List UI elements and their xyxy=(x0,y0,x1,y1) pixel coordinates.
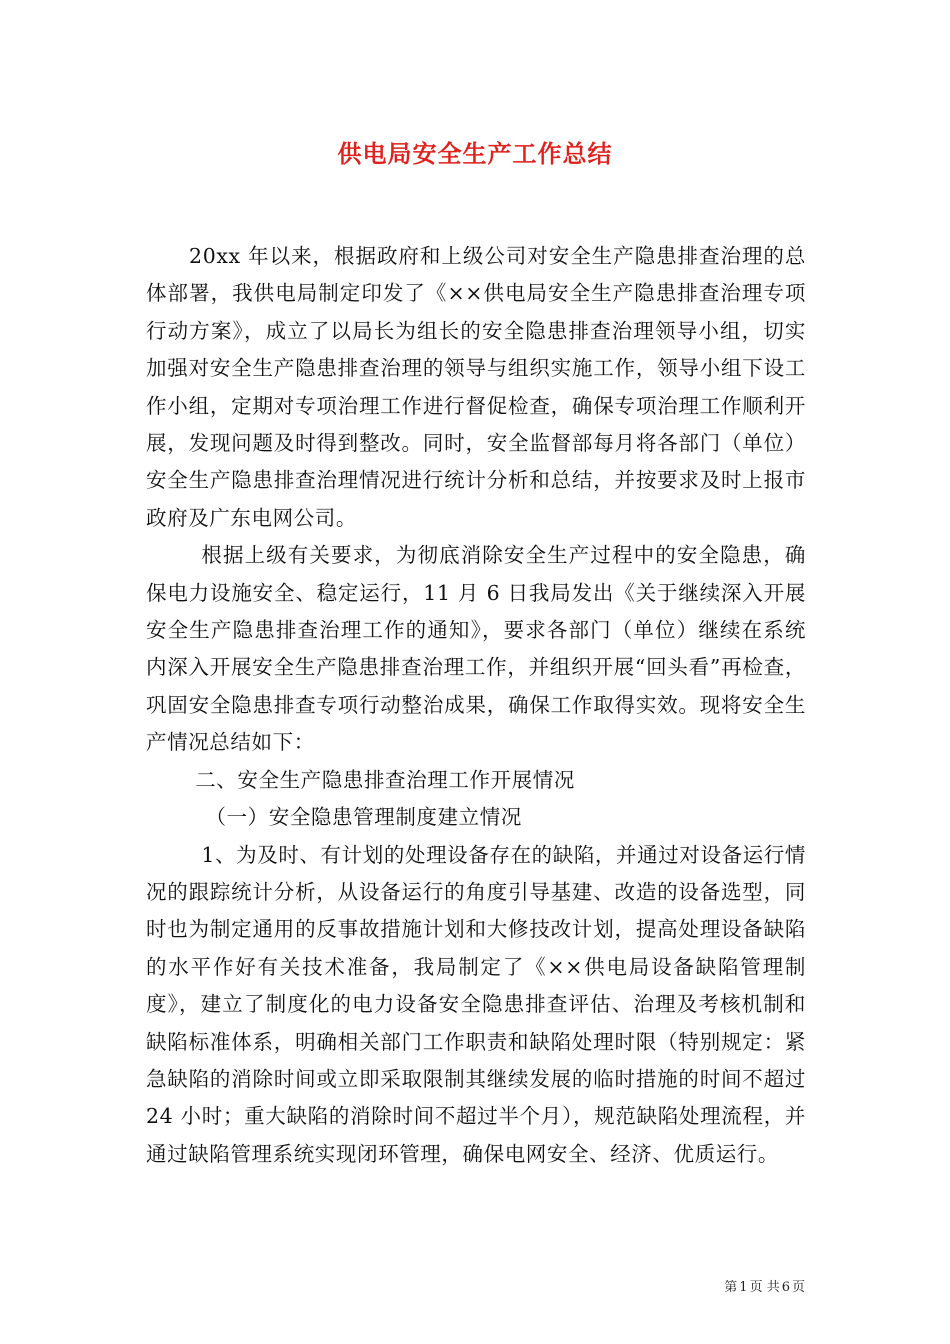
footer-current-page: 1 xyxy=(739,1280,748,1295)
section-heading: 二、安全生产隐患排查治理工作开展情况 xyxy=(195,767,575,792)
footer-suffix: 页 xyxy=(791,1280,805,1295)
footer-total-pages: 6 xyxy=(781,1280,790,1295)
footer-middle: 页 共 xyxy=(749,1280,780,1295)
paragraph-defect-management: 1、为及时、有计划的处理设备存在的缺陷，并通过对设备运行情况的跟踪统计分析，从设备运行的角度引导基建、改造的设备选型，同时也为制定通用的反事故措施计划和大修技改计划，提高处理设备缺陷的水平作好有关技术准备，我局制定了《××供电局设备缺陷管理制度》，建立了制度化的电力设备安全隐患排查评估、治理及考核机制和缺陷标准体系，明确相关部门工作职责和缺陷处理时限（特别规定：紧急缺陷的消除时间或立即采取限制其继续发展的临时措施的时间不超过 24 小时；重大缺陷的消除时间不超过半个月），规范缺陷处理流程，并通过缺陷管理系统实现闭环管理，确保电网安全、经济、优质运行。 xyxy=(146,842,806,1166)
footer-prefix: 第 xyxy=(724,1280,738,1295)
document-body xyxy=(146,238,806,1173)
page-footer xyxy=(723,1276,806,1295)
paragraph-requirements: 根据上级有关要求，为彻底消除安全生产过程中的安全隐患，确保电力设施安全、稳定运行，11 月 6 日我局发出《关于继续深入开展安全生产隐患排查治理工作的通知》，要求各部门（单位）继续在系统内深入开展安全生产隐患排查治理工作，并组织开展“回头看”再检查，巩固安全隐患排查专项行动整治成果，确保工作取得实效。现将安全生产情况总结如下： xyxy=(146,543,806,755)
document-title: 供电局安全生产工作总结 xyxy=(337,139,613,168)
paragraph-intro: 20xx 年以来，根据政府和上级公司对安全生产隐患排查治理的总体部署，我供电局制定印发了《××供电局安全生产隐患排查治理专项行动方案》，成立了以局长为组长的安全隐患排查治理领导小组，切实加强对安全生产隐患排查治理的领导与组织实施工作，领导小组下设工作小组，定期对专项治理工作进行督促检查，确保专项治理工作顺利开展，发现问题及时得到整改。同时，安全监督部每月将各部门（单位）安全生产隐患排查治理情况进行统计分析和总结，并按要求及时上报市政府及广东电网公司。 xyxy=(146,244,806,530)
subsection-heading: （一）安全隐患管理制度建立情况 xyxy=(205,805,522,830)
